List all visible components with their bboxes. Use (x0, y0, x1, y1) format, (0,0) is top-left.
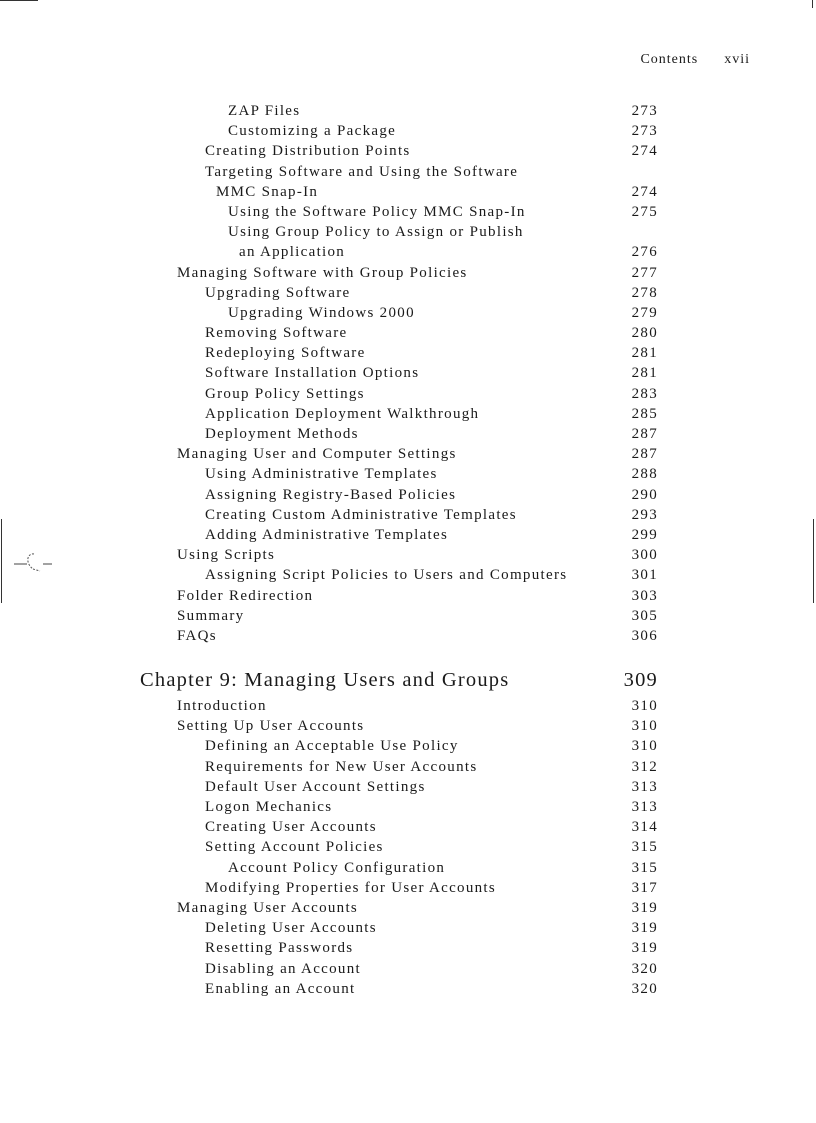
toc-entry-page: 317 (631, 879, 658, 896)
chapter-title: Chapter 9: Managing Users and Groups (140, 669, 510, 692)
toc-entry-title: Removing Software (205, 325, 348, 342)
crop-mark-top-left (0, 0, 38, 1)
toc-entry (0, 696, 816, 716)
toc-entry-title: Using the Software Policy MMC Snap-In (228, 203, 526, 220)
running-header (560, 52, 750, 70)
toc-entry (0, 323, 816, 343)
toc-entry-title: FAQs (177, 627, 217, 644)
toc-entry-title: Creating Distribution Points (205, 143, 411, 160)
toc-entry-page: 314 (631, 819, 658, 836)
toc-entry-title: Resetting Passwords (205, 940, 354, 957)
toc-entry-page: 290 (631, 486, 658, 503)
toc-entry-title: ZAP Files (228, 103, 301, 119)
toc-entry-page: 306 (631, 627, 658, 644)
toc-entry (0, 162, 816, 182)
toc-entry-page: 279 (631, 304, 658, 321)
toc-entry (0, 444, 816, 464)
toc-entry-page: 283 (631, 385, 658, 402)
toc-entry (0, 525, 816, 545)
chapter-heading (0, 659, 816, 696)
toc-entry (0, 777, 816, 797)
toc-entry-page: 300 (631, 547, 658, 564)
toc-entry-title: Redeploying Software (205, 345, 366, 362)
toc-entry (0, 797, 816, 817)
toc-entry-page: 299 (631, 526, 658, 543)
toc-entry-title: Creating Custom Administrative Templates (205, 506, 517, 523)
toc-entry-title: Adding Administrative Templates (205, 526, 449, 543)
toc-entry (0, 343, 816, 363)
toc-entry-page: 310 (631, 738, 658, 755)
toc-entry-page: 273 (631, 103, 658, 119)
toc-entry-page: 315 (631, 859, 658, 876)
toc-entry (0, 959, 816, 979)
toc-entry-title: Defining an Acceptable Use Policy (205, 738, 459, 755)
toc-entry (0, 485, 816, 505)
toc-entry (0, 464, 816, 484)
toc-entry-page: 319 (631, 899, 658, 916)
toc-entry (0, 626, 816, 646)
toc-entry-page: 319 (631, 940, 658, 957)
toc-entry-title: MMC Snap-In (216, 183, 319, 200)
toc-entry-title: Requirements for New User Accounts (205, 758, 478, 775)
toc-entry (0, 817, 816, 837)
toc-entry (0, 505, 816, 525)
toc-entry (0, 222, 816, 242)
toc-entry-page: 281 (631, 365, 658, 382)
toc-entry-page: 273 (631, 123, 658, 140)
toc-entry-title: Deployment Methods (205, 426, 359, 442)
toc-entry-title: Logon Mechanics (205, 799, 333, 815)
toc-entry-page: 293 (631, 506, 658, 523)
toc-entry (0, 898, 816, 918)
toc-entry-title: Application Deployment Walkthrough (205, 405, 480, 422)
toc-entry-title: Introduction (177, 698, 267, 715)
table-of-contents (0, 101, 816, 999)
toc-entry-page: 287 (631, 426, 658, 442)
toc-entry-page: 305 (631, 607, 658, 624)
toc-entry (0, 918, 816, 938)
toc-entry-title: Account Policy Configuration (228, 859, 446, 876)
toc-entry-title: Summary (177, 607, 245, 624)
toc-entry-page: 319 (631, 920, 658, 937)
toc-entry-page: 315 (631, 839, 658, 856)
crop-mark-top-right (812, 0, 813, 8)
toc-entry (0, 141, 816, 161)
toc-entry-page: 287 (631, 446, 658, 463)
toc-entry (0, 586, 816, 606)
toc-entry-page: 274 (631, 183, 658, 200)
toc-entry (0, 404, 816, 424)
toc-entry (0, 736, 816, 756)
toc-entry-title: Using Group Policy to Assign or Publish (228, 224, 524, 241)
toc-entry-page: 288 (631, 466, 658, 483)
toc-entry-page: 276 (631, 244, 658, 261)
toc-entry (0, 121, 816, 141)
toc-entry (0, 303, 816, 323)
toc-entry-page: 313 (631, 799, 658, 815)
toc-entry-title: Setting Account Policies (205, 839, 384, 856)
toc-entry-page: 313 (631, 778, 658, 795)
toc-entry-title: Managing User Accounts (177, 899, 359, 916)
toc-entry-title: Using Administrative Templates (205, 466, 438, 483)
toc-entry (0, 384, 816, 404)
toc-entry (0, 242, 816, 262)
toc-entry (0, 545, 816, 565)
toc-entry (0, 837, 816, 857)
toc-entry-title: an Application (239, 244, 346, 261)
toc-entry-title: Software Installation Options (205, 365, 420, 382)
toc-entry (0, 182, 816, 202)
toc-entry-page: 301 (631, 567, 658, 584)
running-header-section: Contents (640, 52, 699, 67)
toc-entry-page: 310 (631, 698, 658, 715)
toc-entry-title: Setting Up User Accounts (177, 718, 365, 735)
toc-entry (0, 202, 816, 222)
toc-entry (0, 757, 816, 777)
toc-entry-title: Modifying Properties for User Accounts (205, 879, 497, 896)
toc-entry-title: Upgrading Software (205, 284, 351, 301)
toc-entry-page: 285 (631, 405, 658, 422)
toc-entry-title: Creating User Accounts (205, 819, 377, 836)
toc-entry-title: Default User Account Settings (205, 778, 426, 795)
toc-entry-title: Customizing a Package (228, 123, 397, 140)
toc-entry-page: 320 (631, 980, 658, 997)
toc-entry-page: 310 (631, 718, 658, 735)
toc-entry (0, 938, 816, 958)
toc-entry-title: Assigning Registry-Based Policies (205, 486, 457, 503)
chapter-page: 309 (623, 669, 658, 692)
toc-entry-title: Enabling an Account (205, 980, 356, 997)
toc-entry (0, 878, 816, 898)
toc-entry (0, 263, 816, 283)
toc-entry-page: 278 (631, 284, 658, 301)
toc-entry-title: Upgrading Windows 2000 (228, 304, 415, 321)
toc-entry-title: Assigning Script Policies to Users and Computers (205, 567, 568, 584)
toc-entry-page: 312 (631, 758, 658, 775)
toc-entry-page: 281 (631, 345, 658, 362)
toc-entry (0, 424, 816, 444)
toc-entry-page: 280 (631, 325, 658, 342)
toc-entry (0, 979, 816, 999)
toc-entry (0, 858, 816, 878)
toc-entry-title: Folder Redirection (177, 587, 314, 604)
toc-entry-title: Group Policy Settings (205, 385, 365, 402)
toc-entry-title: Managing Software with Group Policies (177, 264, 468, 281)
toc-entry (0, 565, 816, 585)
toc-entry-page: 277 (631, 264, 658, 281)
toc-entry-title: Managing User and Computer Settings (177, 446, 457, 463)
toc-entry-page: 303 (631, 587, 658, 604)
toc-entry (0, 283, 816, 303)
toc-entry (0, 363, 816, 383)
toc-entry (0, 606, 816, 626)
toc-entry-page: 320 (631, 960, 658, 977)
toc-entry (0, 716, 816, 736)
toc-entry-page: 274 (631, 143, 658, 160)
toc-entry-title: Disabling an Account (205, 960, 361, 977)
toc-entry-title: Targeting Software and Using the Software (205, 163, 519, 180)
toc-entry-page: 275 (631, 203, 658, 220)
toc-entry-title: Deleting User Accounts (205, 920, 377, 937)
page-folio: xvii (724, 52, 750, 67)
toc-entry-title: Using Scripts (177, 547, 276, 564)
toc-entry (0, 101, 816, 121)
